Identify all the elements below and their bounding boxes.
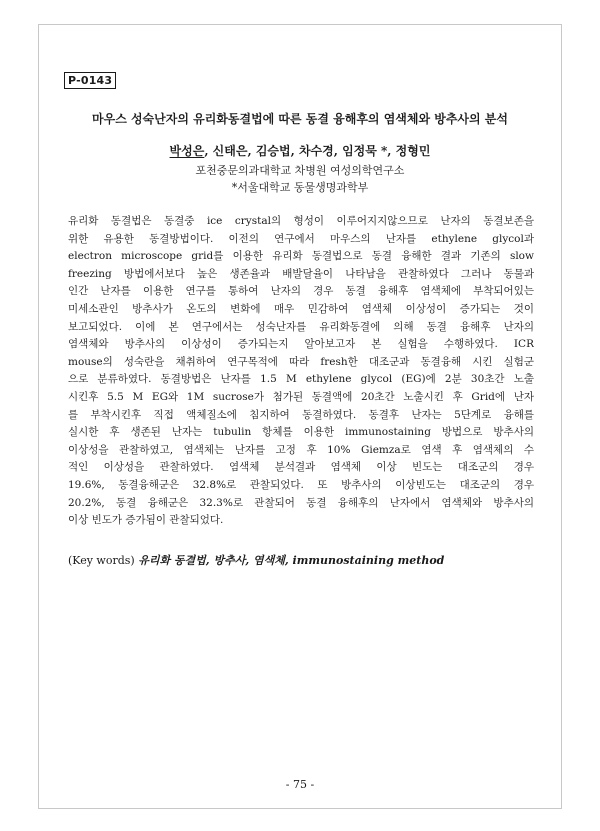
- abstract-line: 19.6%, 동결융해군은 32.8%로 관찰되었다. 또 방추사의 이상빈도는 대조군의 경우: [68, 478, 534, 491]
- paper-id-label: P-0143: [64, 72, 116, 89]
- keywords: [68, 553, 444, 569]
- affiliation-secondary: *서울대학교 동물생명과학부: [231, 181, 369, 194]
- abstract-line: 이상성을 관찰하였고, 염색체는 난자를 고정 후 10% Giemza로 염색 후 염색체의 수: [68, 443, 534, 456]
- keywords-label: (Key words): [68, 554, 135, 567]
- abstract-line: 이상 빈도가 증가됨이 관찰되었다.: [68, 514, 224, 527]
- abstract-line: 보고되었다. 이에 본 연구에서는 성숙난자를 유리화동결에 의해 동결 융해후 난자의: [68, 320, 534, 333]
- keywords-terms: 유리화 동결법, 방추사, 염색체, immunostaining method: [138, 554, 445, 567]
- abstract-line: 시킨후 5.5 M EG와 1M sucrose가 첨가된 동결액에 20초간 노출시킨 후 Grid에 난자: [68, 390, 534, 403]
- abstract-line: 미세소관인 방추사가 온도의 변화에 매우 민감하여 염색체 이상성이 증가되는 것이: [68, 302, 534, 315]
- abstract-body: [68, 213, 534, 530]
- author-list: [40, 143, 560, 159]
- page-number: - 75 -: [285, 778, 315, 791]
- abstract-line: 적인 이상성을 관찰하였다. 염색체 분석결과 염색체 이상 빈도는 대조군의 경우: [68, 461, 534, 474]
- abstract-line: freezing 방법에서보다 높은 생존율과 배발달율이 나타남을 관찰하였다 그러나 동물과: [68, 267, 534, 280]
- abstract-line: 를 부착시킨후 직접 액체질소에 침지하여 동결하였다. 동결후 난자는 5단계로 융해를: [68, 408, 534, 421]
- co-authors: , 신태은, 김승법, 차수경, 임정묵 *, 정형민: [204, 144, 431, 158]
- affiliation-primary: 포천중문의과대학교 차병원 여성의학연구소: [195, 164, 405, 177]
- abstract-line: 인간 난자를 이용한 연구를 통하여 난자의 경우 동결 융해후 염색체에 부착되어있는: [68, 285, 534, 298]
- first-author: 박성은: [169, 144, 205, 158]
- abstract-line: 위한 유용한 동결방법이다. 이전의 연구에서 마우스의 난자를 ethylene glycol과: [68, 232, 534, 245]
- abstract-line: 유리화 동결법은 동결중 ice crystal의 형성이 이루어지지않으므로 난자의 동결보존을: [68, 215, 534, 227]
- abstract-line: electron microscope grid를 이용한 유리화 동결법으로 동결 융해한 결과 기존의 slow: [68, 250, 534, 263]
- abstract-line: 으로 분류하였다. 동결방법은 난자를 1.5 M ethylene glycol (EG)에 2분 30초간 노출: [68, 373, 534, 386]
- abstract-line: 염색체와 방추사의 이상성이 증가되는지 알아보고자 본 실험을 수행하였다. ICR: [68, 338, 534, 351]
- abstract-line: 실시한 후 생존된 난자는 tubulin 항체를 이용한 immunostaining 방법으로 방추사의: [68, 426, 534, 439]
- abstract-line: mouse의 성숙란을 채취하여 연구목적에 따라 fresh한 대조군과 동결융해 시킨 실험군: [68, 355, 534, 368]
- abstract-line: 20.2%, 동결 융해군은 32.3%로 관찰되어 동결 융해후의 난자에서 염색체와 방추사의: [68, 496, 534, 509]
- paper-title: 마우스 성숙난자의 유리화동결법에 따른 동결 융해후의 염색체와 방추사의 분석: [92, 112, 508, 126]
